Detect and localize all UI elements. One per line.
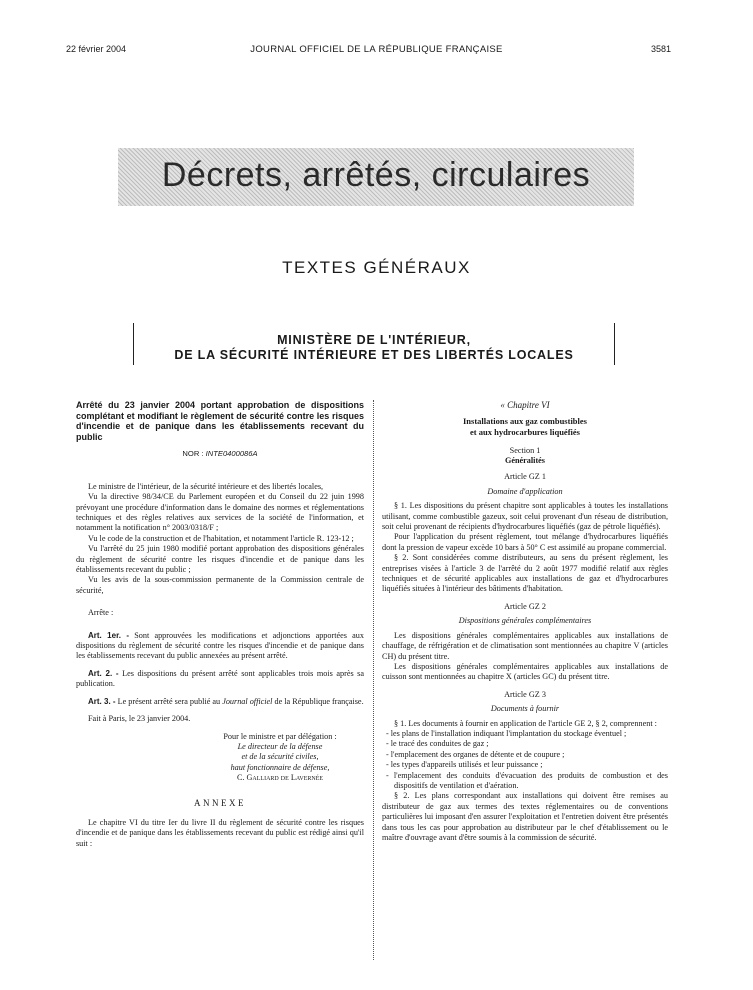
- right-column: [382, 400, 668, 843]
- article-3-label: Art. 3. -: [88, 696, 116, 706]
- chapter-title: [382, 416, 668, 437]
- paragraph-minister: Le ministre de l'intérieur, de la sécurité intérieure et des libertés locales,: [88, 481, 324, 491]
- article-2: [76, 669, 364, 690]
- article-3-text-b: de la République française.: [272, 696, 364, 706]
- column-divider: [373, 400, 374, 960]
- ministry-line-2: DE LA SÉCURITÉ INTÉRIEURE ET DES LIBERTÉS LOCALES: [174, 348, 574, 362]
- signature-line-3: et de la sécurité civiles,: [241, 752, 319, 762]
- fait-a-paris: Fait à Paris, le 23 janvier 2004.: [88, 714, 191, 724]
- header-date: 22 février 2004: [66, 44, 127, 54]
- article-3-journal: Journal officiel: [222, 696, 273, 706]
- section-banner: [118, 148, 634, 206]
- signature-line-4: haut fonctionnaire de défense,: [230, 762, 330, 772]
- left-column: [76, 400, 364, 849]
- signature-block: [196, 732, 364, 784]
- nor-code: INTE0400086A: [205, 449, 258, 459]
- nor-label: NOR :: [182, 449, 206, 459]
- gz1-paragraph-2: Pour l'application du présent règlement, tout mélange d'hydrocarbures liquéfiés dont la pression de vapeur excède 10 bars à 50° C est assimilé au propane commercial.: [382, 532, 668, 552]
- gz3-paragraph-2: § 2. Les plans correspondant aux installations qui doivent être remises au distributeur de gaz aux termes des textes réglementaires ou de conventions particulières lui imposant d'en assurer l'exploitation et l'entretien doivent être présentés dans tous les cas pour approbation au distributeur par le chef d'établissement ou le maître d'ouvrage avant d'être soumis à la commission de sécurité.: [382, 791, 668, 842]
- arrete-word: Arrête :: [88, 608, 114, 618]
- article-3-text-a: Le présent arrêté sera publié au: [115, 696, 223, 706]
- signature-name: C. Galliard de Lavernée: [236, 773, 324, 783]
- arrete-title: Arrêté du 23 janvier 2004 portant approbation de dispositions complétant et modifiant le règlement de sécurité contre les risques d'incendie et de panique dans les établissements recevant du public: [76, 400, 364, 442]
- ministry-box: [133, 323, 615, 365]
- article-gz3-subtitle: Documents à fournir: [490, 704, 560, 714]
- article-2-label: Art. 2. -: [88, 668, 119, 678]
- article-gz1-heading: Article GZ 1: [504, 472, 546, 482]
- list-item: - l'emplacement des organes de détente et de coupure ;: [386, 749, 565, 759]
- paragraph-vu-code: Vu le code de la construction et de l'habitation, et notamment l'article R. 123-12 ;: [88, 533, 354, 543]
- article-1-label: Art. 1er. -: [88, 630, 130, 640]
- paragraph-vu-directive: Vu la directive 98/34/CE du Parlement européen et du Conseil du 22 juin 1998 prévoyant une procédure d'information dans le domaine des normes et réglementations techniques et des règles relatives aux services de la société de l'information, et notamment la notification n° 2003/0318/F ;: [76, 492, 364, 533]
- signature-line-2: Le directeur de la défense: [237, 741, 323, 751]
- paragraph-vu-arrete: Vu l'arrêté du 25 juin 1980 modifié portant approbation des dispositions générales du règlement de sécurité contre les risques d'incendie et de panique dans les établissements recevant du public ;: [76, 544, 364, 575]
- annexe-heading: ANNEXE: [194, 797, 246, 808]
- chapter-title-line-2: et aux hydrocarbures liquéfiés: [470, 427, 580, 437]
- signature-line-1: Pour le ministre et par délégation :: [223, 731, 337, 741]
- article-1-text: Sont approuvées les modifications et adjonctions apportées aux dispositions du règlement de sécurité contre les risques d'incendie et de panique dans les établissements recevant du public annexées au présent arrêté.: [76, 630, 364, 661]
- list-item: - l'emplacement des conduits d'évacuation des produits de combustion et des dispositifs de ventilation et d'aération.: [386, 770, 668, 790]
- ministry-line-1: MINISTÈRE DE L'INTÉRIEUR,: [277, 333, 471, 347]
- article-gz2-heading: Article GZ 2: [504, 601, 546, 611]
- chapter-title-line-1: Installations aux gaz combustibles: [463, 416, 587, 427]
- paragraph-vu-avis: Vu les avis de la sous-commission permanente de la Commission centrale de sécurité,: [76, 575, 364, 595]
- chapter-heading: « Chapitre VI: [500, 400, 550, 410]
- gz3-document-list: [382, 729, 668, 791]
- gz2-paragraph-2: Les dispositions générales complémentaires applicables aux installations de cuisson sont mentionnées au chapitre X (articles GC) du présent titre.: [382, 661, 668, 682]
- section-title: TEXTES GÉNÉRAUX: [282, 258, 471, 277]
- article-gz2-subtitle: Dispositions générales complémentaires: [458, 616, 592, 626]
- header-page-number: 3581: [650, 44, 671, 54]
- article-gz3-heading: Article GZ 3: [504, 689, 546, 699]
- annexe-text: Le chapitre VI du titre Ier du livre II du règlement de sécurité contre les risques d'incendie et de panique dans les établissements recevant du public est rédigé ainsi qu'il suit :: [76, 817, 364, 848]
- article-gz1-subtitle: Domaine d'application: [487, 486, 563, 496]
- gz1-paragraph-1: § 1. Les dispositions du présent chapitre sont applicables à toutes les installations utilisant, comme combustible gazeux, soit celui provenant d'un réseau de distribution, soit celui provenant de récipients d'hydrocarbures liquéfiés (gaz de pétrole liquéfiés).: [382, 501, 668, 532]
- gz2-paragraph-1: Les dispositions générales complémentaires applicables aux installations de chauffage, de réfrigération et de climatisation sont mentionnées au chapitre V (articles CH) du présent titre.: [382, 630, 668, 661]
- banner-title: Décrets, arrêtés, circulaires: [161, 156, 591, 194]
- article-2-text: Les dispositions du présent arrêté sont applicables trois mois après sa publication.: [76, 668, 364, 689]
- article-1: [76, 631, 364, 662]
- gz3-paragraph-1: § 1. Les documents à fournir en application de l'article GE 2, § 2, comprennent :: [394, 718, 657, 728]
- article-3: [76, 697, 364, 707]
- header-journal-title: JOURNAL OFFICIEL DE LA RÉPUBLIQUE FRANÇAISE: [250, 44, 503, 55]
- list-item: - les plans de l'installation indiquant l'implantation du stockage éventuel ;: [386, 728, 627, 738]
- section-name: Généralités: [504, 456, 545, 465]
- gz1-paragraph-3: § 2. Sont considérées comme distributeurs, au sens du présent règlement, les entreprises visées à l'article 3 de l'arrêté du 2 août 1977 modifié relatif aux règles techniques et de sécurité applicables aux installations de gaz et d'hydrocarbures liquéfiés situées à l'intérieur des bâtiments d'habitation.: [382, 553, 668, 594]
- section-heading: Section 1: [509, 445, 541, 455]
- list-item: - les types d'appareils utilisés et leur puissance ;: [386, 760, 543, 770]
- list-item: - le tracé des conduites de gaz ;: [386, 739, 489, 749]
- nor-reference: [76, 449, 364, 459]
